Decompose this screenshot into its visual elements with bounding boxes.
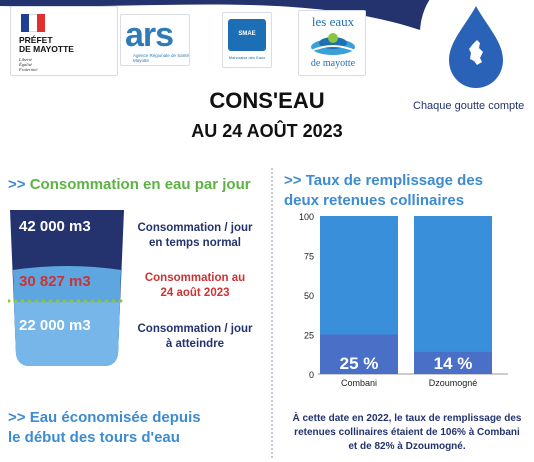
prefet-motto-line3: Fraternité [19, 67, 38, 72]
chart-note-line3: et de 82% à Dzoumogné. [348, 441, 466, 452]
category-label: Combani [340, 378, 378, 388]
eaux-de-mayotte-logo [298, 10, 366, 76]
ars-subtitle: Agence Régionale de Santé Mayotte [133, 53, 190, 63]
bar-value-label: 25 % [339, 354, 379, 373]
saved-title-line1: Eau économisée depuis [29, 409, 201, 426]
page-title: CONS'EAU [209, 88, 325, 113]
category-label: Dzoumogné [428, 378, 478, 388]
saved-title-line2: le début des tours d'eau [8, 429, 180, 446]
flag-icon [21, 14, 45, 32]
chart-note [280, 412, 534, 454]
legend-target-line2: à atteindre [165, 338, 225, 350]
y-tick-label: 100 [298, 212, 314, 222]
chevron-icon: >> [284, 172, 302, 189]
chart-note-line2: retenues collinaires étaient de 106% à Combani [294, 427, 520, 438]
eaux-logo-top: les eaux [311, 14, 355, 29]
glass-water-target [14, 302, 120, 366]
legend-normal [130, 221, 260, 251]
water-drop-icon [443, 4, 509, 90]
consumption-section-title [8, 175, 251, 195]
prefet-title-line1: PRÉFET [19, 35, 53, 45]
legend-normal-line1: Consommation / jour [137, 222, 253, 234]
smae-wordmark: SMAE [238, 31, 256, 37]
reservoir-chart [282, 208, 512, 390]
chevron-icon: >> [8, 409, 26, 426]
legend-target-line1: Consommation / jour [137, 323, 253, 335]
saved-water-section-title [8, 408, 268, 448]
glass-value-target: 22 000 m3 [19, 317, 91, 334]
consumption-title-text: Consommation en eau par jour [29, 176, 251, 193]
prefet-title-line2: DE MAYOTTE [19, 44, 74, 54]
legend-current-line2: 24 août 2023 [160, 287, 230, 299]
y-tick-label: 25 [303, 330, 314, 341]
prefet-motto-line2: Égalité [19, 62, 32, 67]
tagline: Chaque goutte compte [413, 100, 525, 112]
reservoir-section-title [284, 171, 524, 211]
prefet-motto-line1: Liberté [19, 57, 32, 62]
legend-normal-line2: en temps normal [148, 237, 242, 249]
smae-subtitle: Mahoraise des Eaux [228, 55, 266, 60]
page-date: AU 24 AOÛT 2023 [191, 121, 343, 141]
reservoir-title-line2: deux retenues collinaires [284, 192, 465, 209]
reservoir-title-line1: Taux de remplissage des [305, 172, 484, 189]
water-wave-icon [309, 31, 357, 57]
ars-wordmark: ars [125, 16, 174, 54]
prefet-logo [10, 6, 118, 76]
chevron-icon: >> [8, 176, 26, 193]
glass-value-normal: 42 000 m3 [19, 218, 91, 235]
glass-value-current: 30 827 m3 [19, 273, 91, 290]
y-tick-label: 75 [303, 251, 314, 262]
y-tick-label: 50 [303, 291, 314, 301]
legend-target [130, 322, 260, 352]
bar-capacity [414, 216, 492, 374]
smae-logo [222, 12, 272, 68]
bar-value-label: 14 % [433, 354, 473, 373]
legend-current [130, 271, 260, 301]
chart-note-line1: À cette date en 2022, le taux de remplissage des [292, 413, 522, 424]
section-divider [271, 168, 273, 458]
eaux-logo-bottom: de mayotte [310, 58, 356, 69]
ars-logo [120, 14, 190, 66]
y-tick-label: 0 [308, 370, 314, 380]
legend-current-line1: Consommation au [144, 272, 246, 284]
